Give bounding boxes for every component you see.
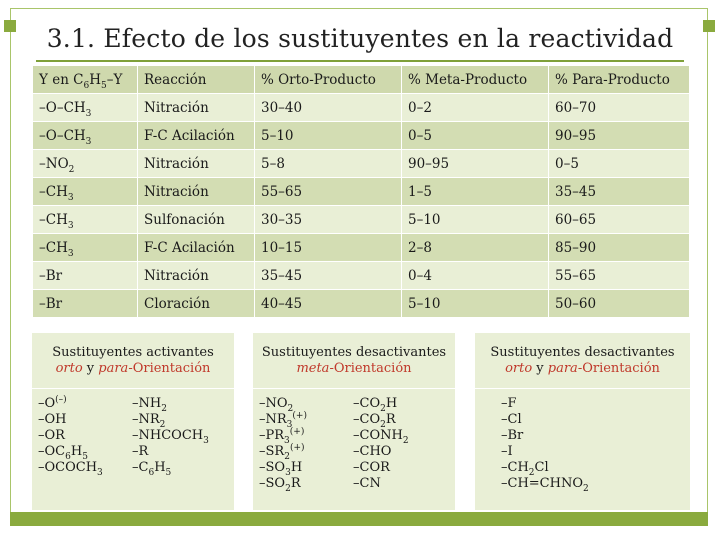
reactivity-table <box>32 65 690 318</box>
text-segment: Cl <box>534 460 549 475</box>
text-segment: –CH <box>39 211 68 228</box>
substituent-item <box>132 412 209 428</box>
table-cell: 40–45 <box>255 290 402 318</box>
superscript: (+) <box>292 411 307 421</box>
substituent-item <box>132 444 209 460</box>
table-cell: Sulfonación <box>138 206 255 234</box>
table-cell: 2–8 <box>402 234 549 262</box>
table-cell: 0–5 <box>402 122 549 150</box>
text-segment: –CH <box>501 460 529 475</box>
text-segment: –NR <box>132 412 160 427</box>
text-segment: –CONH <box>353 428 403 443</box>
superscript: (+) <box>289 443 305 453</box>
table-cell: 5–8 <box>255 150 402 178</box>
table-cell: 55–65 <box>549 262 690 290</box>
text-segment: –R <box>132 444 149 459</box>
table-cell: 85–90 <box>549 234 690 262</box>
table-header-cell: % Para-Producto <box>549 66 690 94</box>
text-segment: –OCOCH <box>38 460 98 475</box>
text-segment: –Br <box>39 267 63 284</box>
panel-title: Sustituyentes desactivantes <box>261 345 447 360</box>
table-cell: Cloración <box>138 290 255 318</box>
text-segment: -Orientación <box>128 361 211 376</box>
subscript: 3 <box>286 420 293 430</box>
table-row <box>33 234 690 262</box>
table-cell: 5–10 <box>402 206 549 234</box>
table-row <box>33 206 690 234</box>
substituent-item <box>259 460 307 476</box>
text-segment: H <box>70 444 83 459</box>
text-segment: y <box>532 361 548 376</box>
substituent-item <box>501 460 589 476</box>
subscript: 6 <box>83 80 90 91</box>
subscript: 2 <box>287 404 294 414</box>
subscript: 2 <box>161 404 167 414</box>
text-segment: –SR <box>259 444 285 459</box>
table-row <box>33 178 690 206</box>
subscript: 3 <box>67 248 74 259</box>
panel-heading <box>253 345 455 377</box>
subscript: 5 <box>82 452 88 462</box>
text-segment: –NO <box>259 396 288 411</box>
text-segment: –Y <box>106 71 123 88</box>
substituent-item <box>501 476 589 492</box>
text-segment: –CH=CHNO <box>501 476 583 491</box>
table-cell: 0–5 <box>549 150 690 178</box>
panel-divider <box>32 388 234 389</box>
table-cell: 0–4 <box>402 262 549 290</box>
subscript: 3 <box>284 436 290 446</box>
table-header-row <box>33 66 690 94</box>
substituent-item <box>38 412 103 428</box>
text-segment: –OR <box>38 428 65 443</box>
table-cell: 30–40 <box>255 94 402 122</box>
subscript: 2 <box>528 468 535 478</box>
panel-divider <box>253 388 455 389</box>
panel-deactivating-orto-para <box>475 333 690 510</box>
table-cell: 5–10 <box>255 122 402 150</box>
text-segment: –Br <box>501 428 524 443</box>
substituent-list <box>38 396 103 476</box>
substituent-item <box>132 396 209 412</box>
text-segment: –Cl <box>501 412 522 427</box>
subscript: 3 <box>97 468 103 478</box>
panel-deactivating-meta <box>253 333 455 510</box>
text-segment: –O–CH <box>39 99 86 116</box>
table-cell <box>33 178 138 206</box>
substituent-item <box>501 412 589 428</box>
text-segment: –I <box>501 444 513 459</box>
substituent-item <box>38 444 103 460</box>
substituent-item <box>38 428 103 444</box>
panel-heading <box>32 345 234 377</box>
text-segment: –NH <box>132 396 162 411</box>
text-segment: R <box>290 476 301 491</box>
table-cell <box>33 94 138 122</box>
text-segment: –NHCOCH <box>132 428 204 443</box>
text-segment: para <box>547 361 578 376</box>
subscript: 2 <box>583 484 589 494</box>
text-segment: Y en C <box>39 71 84 88</box>
text-segment: H <box>385 396 398 411</box>
text-segment: –F <box>501 396 517 411</box>
subscript: 3 <box>85 108 92 119</box>
substituent-item <box>38 396 103 412</box>
subscript: 3 <box>203 436 209 446</box>
text-segment: orto <box>55 361 83 376</box>
panel-activating-orto-para <box>32 333 234 510</box>
substituent-item <box>501 428 589 444</box>
substituent-item <box>259 444 307 460</box>
text-segment: H <box>290 460 303 475</box>
text-segment: –COR <box>353 460 390 475</box>
subscript: 2 <box>402 436 409 446</box>
table-cell <box>33 234 138 262</box>
table-cell: Nitración <box>138 262 255 290</box>
substituent-list <box>353 396 409 492</box>
table-cell: 60–65 <box>549 206 690 234</box>
substituent-item <box>38 460 103 476</box>
text-segment: R <box>385 412 396 427</box>
table-cell: Nitración <box>138 150 255 178</box>
text-segment: –PR <box>259 428 285 443</box>
table-header-cell <box>33 66 138 94</box>
substituent-list <box>132 396 209 476</box>
text-segment: meta <box>296 361 330 376</box>
subscript: 2 <box>380 404 386 414</box>
text-segment: –CHO <box>353 444 392 459</box>
text-segment: –CH <box>39 239 68 256</box>
table-header-cell: % Meta-Producto <box>402 66 549 94</box>
table-cell: Nitración <box>138 178 255 206</box>
panel-subtitle <box>32 361 234 377</box>
table-cell <box>33 262 138 290</box>
text-segment: H <box>89 71 102 88</box>
text-segment: orto <box>505 361 533 376</box>
subscript: 6 <box>148 468 155 478</box>
substituent-item <box>259 476 307 492</box>
substituent-item <box>353 428 409 444</box>
table-cell: 55–65 <box>255 178 402 206</box>
subscript: 2 <box>284 452 290 462</box>
subscript: 6 <box>65 452 71 462</box>
table-row <box>33 290 690 318</box>
subscript: 3 <box>285 468 291 478</box>
subscript: 2 <box>68 164 75 175</box>
table-cell <box>33 150 138 178</box>
substituent-item <box>259 396 307 412</box>
subscript: 5 <box>165 468 172 478</box>
text-segment: –O <box>38 396 56 411</box>
substituent-item <box>259 412 307 428</box>
text-segment: –OC <box>38 444 66 459</box>
text-segment: H <box>154 460 166 475</box>
substituent-item <box>353 460 409 476</box>
subscript: 3 <box>67 192 74 203</box>
table-cell: Nitración <box>138 94 255 122</box>
substituent-item <box>353 396 409 412</box>
page-title: 3.1. Efecto de los sustituyentes en la reactividad <box>46 24 674 53</box>
table-cell <box>33 290 138 318</box>
text-segment: –NR <box>259 412 287 427</box>
text-segment: –OH <box>38 412 67 427</box>
table-cell: 1–5 <box>402 178 549 206</box>
table-cell: 35–45 <box>549 178 690 206</box>
panel-heading <box>475 345 690 377</box>
table-cell: 10–15 <box>255 234 402 262</box>
text-segment: –NO <box>39 155 69 172</box>
substituent-item <box>353 476 409 492</box>
substituent-item <box>132 428 209 444</box>
text-segment: -Orientación <box>577 361 660 376</box>
table-header-cell: % Orto-Producto <box>255 66 402 94</box>
subscript: 3 <box>67 220 74 231</box>
substituent-list <box>501 396 589 492</box>
text-segment: para <box>98 361 129 376</box>
text-segment: –CO <box>353 396 381 411</box>
text-segment: –CN <box>353 476 381 491</box>
table-cell: 60–70 <box>549 94 690 122</box>
text-segment: -Orientación <box>329 361 412 376</box>
panel-subtitle <box>475 361 690 377</box>
table-cell <box>33 206 138 234</box>
table-cell: 30–35 <box>255 206 402 234</box>
table-cell: 90–95 <box>549 122 690 150</box>
table-row <box>33 122 690 150</box>
panel-title: Sustituyentes desactivantes <box>490 345 675 360</box>
superscript: (+) <box>289 427 305 437</box>
substituent-item <box>501 396 589 412</box>
substituent-item <box>353 444 409 460</box>
table-cell: 5–10 <box>402 290 549 318</box>
table-cell: 35–45 <box>255 262 402 290</box>
subscript: 2 <box>159 420 166 430</box>
table-cell: F-C Acilación <box>138 234 255 262</box>
panel-divider <box>475 388 690 389</box>
subscript: 2 <box>285 484 291 494</box>
table-cell: F-C Acilación <box>138 122 255 150</box>
table-cell: 0–2 <box>402 94 549 122</box>
text-segment: –CO <box>353 412 381 427</box>
footer-bar <box>10 512 708 526</box>
text-segment: –Br <box>39 295 63 312</box>
title-underline <box>36 60 684 62</box>
table-row <box>33 150 690 178</box>
panel-title: Sustituyentes activantes <box>52 345 214 360</box>
table-cell: 90–95 <box>402 150 549 178</box>
substituent-item <box>259 428 307 444</box>
table-row <box>33 94 690 122</box>
panel-subtitle <box>253 361 455 377</box>
superscript: (–) <box>55 395 67 405</box>
text-segment: –C <box>132 460 149 475</box>
table-row <box>33 262 690 290</box>
subscript: 2 <box>380 420 386 430</box>
substituent-item <box>132 460 209 476</box>
text-segment: y <box>82 361 99 376</box>
text-segment: –SO <box>259 460 286 475</box>
table-cell: 50–60 <box>549 290 690 318</box>
substituent-item <box>501 444 589 460</box>
substituent-item <box>353 412 409 428</box>
table-header-cell: Reacción <box>138 66 255 94</box>
text-segment: –CH <box>39 183 68 200</box>
subscript: 3 <box>85 136 92 147</box>
text-segment: –SO <box>259 476 286 491</box>
subscript: 5 <box>101 80 107 91</box>
text-segment: –O–CH <box>39 127 86 144</box>
table-cell <box>33 122 138 150</box>
substituent-list <box>259 396 307 492</box>
